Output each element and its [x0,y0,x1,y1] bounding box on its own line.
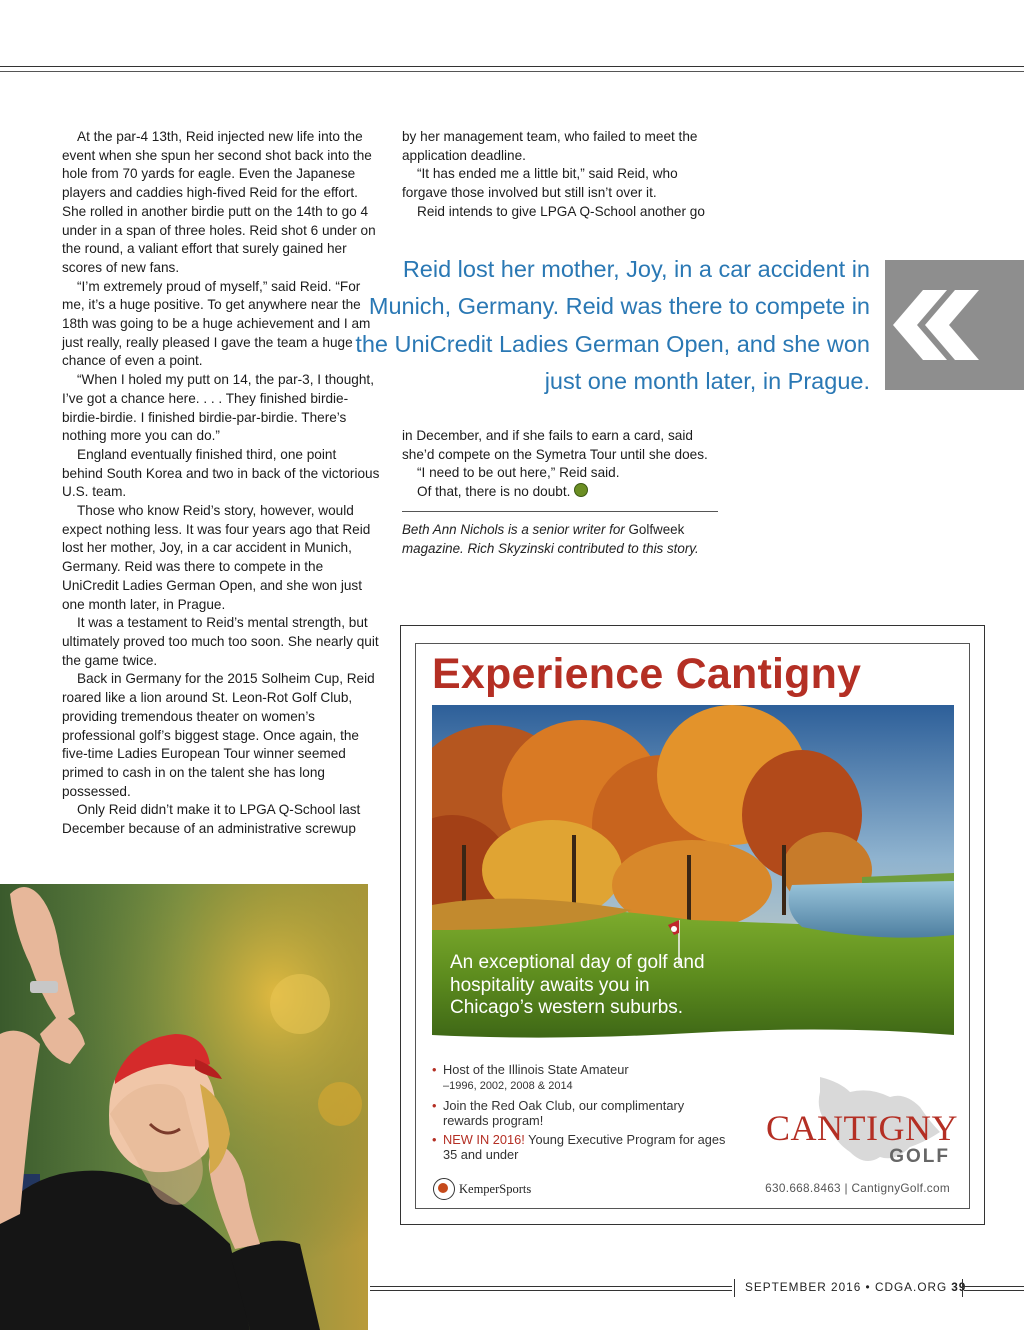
paragraph [402,483,722,502]
end-mark-icon [574,483,588,497]
top-rule-secondary [0,71,1024,72]
list-item: • Host of the Illinois State Amateur –1996, 2002, 2008 & 2014 [432,1062,732,1094]
list-item: • NEW IN 2016! Young Executive Program for ages 35 and under [432,1132,732,1162]
paragraph: in December, and if she fails to earn a card, said she’d compete on the Symetra Tour until she does. [402,428,708,462]
author-byline: Beth Ann Nichols is a senior writer for Golfweek magazine. Rich Skyzinski contributed to this story. [402,522,699,556]
footer-rule [370,1290,732,1291]
top-rule [0,66,1024,67]
paragraph: “I’m extremely proud of myself,” said Reid. “For me, it’s a huge positive. To get anywhere near the 18th was going to be a huge achievement and I am just really, really pleased I gave the team a huge chance of even a point. [62,278,371,369]
page-footer: SEPTEMBER 2016 • CDGA.ORG 39 [745,1280,967,1294]
paragraph: “I need to be out here,” Reid said. [417,465,620,481]
closing-sentence: Of that, there is no doubt. [417,484,571,500]
paragraph: Reid intends to give LPGA Q-School another go [417,203,705,219]
paragraph: “It has ended me a little bit,” said Reid, who forgave those involved but still isn’t over it. [402,166,678,201]
article-column-right-bottom [402,427,722,502]
paragraph: England eventually finished third, one point behind South Korea and two in back of the victorious U.S. team. [62,446,380,500]
ad-contact: 630.668.8463 | CantignyGolf.com [765,1181,950,1195]
article-column-right-top [402,128,722,222]
paragraph: Back in Germany for the 2015 Solheim Cup, Reid roared like a lion around St. Leon-Rot Golf Club, providing tremendous theater on women’s professional golf’s biggest stage. Once again, the five-time Ladies European Tour winner seemed primed to cash in on the talent she has long possessed. [62,671,375,799]
paragraph: At the par-4 13th, Reid injected new life into the event when she spun her second shot back into the hole from 70 yards for eagle. Even the Japanese players and caddies high-fived Reid for the effort. She rolled in another birdie putt on the 14th to go 4 under in a span of three holes. Reid shot 6 under on the round, a valiant effort that surely gained her scores of new fans. [62,129,376,275]
footer-divider [962,1279,963,1297]
footer-rule [370,1286,732,1287]
paragraph: Only Reid didn’t make it to LPGA Q-School last December because of an administrative screwup [62,802,361,837]
player-photo [0,884,368,1330]
paragraph: Those who know Reid’s story, however, would expect nothing less. It was four years ago that Reid lost her mother, Joy, in a car accident in Munich, Germany. Reid was there to compete in the UniCredit Ladies German Open, and she won just one month later, in Prague. [62,503,371,612]
kempersports-logo: KemperSports [433,1178,531,1200]
ad-title: Experience Cantigny [432,650,862,698]
footer-rule [964,1286,1024,1287]
quote-marks-icon [885,260,1024,390]
pull-quote: Reid lost her mother, Joy, in a car accident in Munich, Germany. Reid was there to compete in the UniCredit Ladies German Open, and she won just one month later, in Prague. [355,256,870,394]
ad-feature-list [432,1062,732,1166]
footer-rule [964,1290,1024,1291]
kempersports-icon [433,1178,455,1200]
footer-divider [734,1279,735,1297]
cantigny-golf-logo: CANTIGNY GOLF [766,1108,958,1167]
article-column-left [62,128,380,839]
byline-divider [402,511,718,512]
paragraph: “When I holed my putt on 14, the par-3, I thought, I’ve got a chance here. . . . They finished birdie-birdie-birdie. I finished birdie-par-birdie. There’s nothing more you can do.” [62,372,374,444]
list-item: • Join the Red Oak Club, our complimentary rewards program! [432,1098,732,1128]
paragraph: It was a testament to Reid’s mental strength, but ultimately proved too much too soon. She nearly quit the game twice. [62,615,379,668]
page-number: 39 [951,1280,967,1294]
ad-tagline: An exceptional day of golf and hospitality awaits you in Chicago’s western suburbs. [450,952,705,1018]
paragraph: by her management team, who failed to meet the application deadline. [402,129,698,163]
